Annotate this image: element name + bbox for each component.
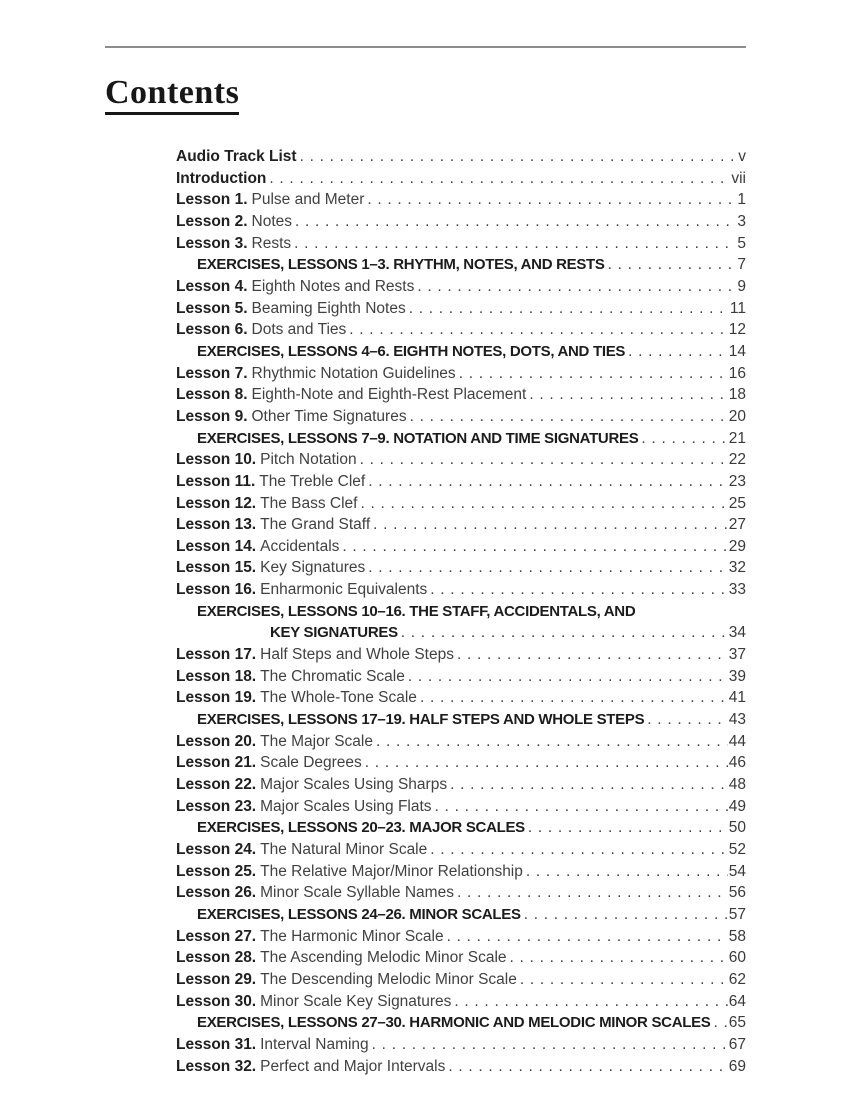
dot-leader — [447, 774, 728, 796]
dot-leader — [292, 211, 736, 233]
dot-leader — [414, 276, 736, 298]
dot-leader — [407, 406, 728, 428]
toc-entry — [105, 861, 746, 883]
toc-entry-label: Lesson 6. — [176, 321, 248, 339]
toc-entry-label: EXERCISES, LESSONS 17–19. HALF STEPS AND WHOLE STEPS — [197, 711, 645, 729]
toc-entry-title: The Treble Clef — [259, 472, 366, 490]
toc-entry — [105, 514, 746, 536]
toc-entry-label: Lesson 23. — [176, 797, 257, 815]
toc-entry-page: 43 — [728, 711, 746, 729]
toc-entry — [105, 601, 746, 623]
toc-entry-page: 37 — [728, 646, 746, 664]
dot-leader — [456, 363, 728, 385]
dot-leader — [638, 428, 727, 450]
toc-entry-page: 58 — [728, 927, 746, 945]
toc-entry-title: Scale Degrees — [260, 754, 362, 772]
toc-entry — [105, 947, 746, 969]
toc-entry-title: Accidentals — [260, 537, 340, 555]
toc-entry-title: Interval Naming — [260, 1035, 369, 1053]
toc-entry — [105, 926, 746, 948]
toc-entry-title: Key Signatures — [260, 559, 366, 577]
toc-entry-title: The Chromatic Scale — [260, 667, 405, 685]
toc-entry-label: EXERCISES, LESSONS 20–23. MAJOR SCALES — [197, 819, 525, 837]
toc-entry-label: Lesson 16. — [176, 581, 257, 599]
toc-entry-page: 69 — [728, 1057, 746, 1075]
toc-entry-page: 3 — [737, 212, 746, 230]
toc-entry-title: Rests — [251, 234, 292, 252]
toc-entry — [105, 319, 746, 341]
dot-leader — [362, 752, 728, 774]
toc-entry — [105, 796, 746, 818]
toc-entry-title: The Whole-Tone Scale — [260, 689, 417, 707]
toc-entry-title: The Bass Clef — [260, 494, 358, 512]
toc-entry-label: Lesson 19. — [176, 689, 257, 707]
toc-entry-title: Eighth-Note and Eighth-Rest Placement — [251, 386, 527, 404]
toc-entry — [105, 146, 746, 168]
dot-leader — [517, 969, 728, 991]
toc-entry-label: Lesson 32. — [176, 1057, 257, 1075]
dot-leader — [427, 579, 727, 601]
dot-leader — [525, 817, 728, 839]
dot-leader — [526, 384, 727, 406]
toc-entry — [105, 622, 746, 644]
dot-leader — [444, 926, 728, 948]
toc-entry — [105, 493, 746, 515]
toc-entry — [105, 211, 746, 233]
toc-entry-page: 34 — [728, 624, 746, 642]
toc-entry-label: Lesson 13. — [176, 516, 257, 534]
toc-entry-label: EXERCISES, LESSONS 1–3. RHYTHM, NOTES, AND RESTS — [197, 256, 605, 274]
toc-entry-label: EXERCISES, LESSONS 10–16. THE STAFF, ACCIDENTALS, AND — [197, 602, 636, 620]
toc-entry-title: The Harmonic Minor Scale — [260, 927, 444, 945]
toc-entry-title: Pulse and Meter — [251, 191, 365, 209]
toc-entry-title: Minor Scale Syllable Names — [260, 884, 454, 902]
page-title — [105, 76, 239, 115]
toc-entry-label: Lesson 22. — [176, 776, 257, 794]
toc-entry-title: Rhythmic Notation Guidelines — [251, 364, 456, 382]
toc-entry-page: 41 — [728, 689, 746, 707]
toc-entry-page: 33 — [728, 581, 746, 599]
toc-entry-title: Perfect and Major Intervals — [260, 1057, 446, 1075]
toc-entry — [105, 882, 746, 904]
toc-entry — [105, 384, 746, 406]
toc-entry-label: Lesson 26. — [176, 884, 257, 902]
toc-entry-label: Lesson 27. — [176, 927, 257, 945]
top-rule — [105, 46, 746, 48]
toc-entry — [105, 341, 746, 363]
toc-entry — [105, 189, 746, 211]
toc-entry-page: 22 — [728, 451, 746, 469]
toc-entry-page: 12 — [728, 321, 746, 339]
toc-entry-page: 20 — [728, 407, 746, 425]
toc-list — [105, 146, 746, 1077]
toc-entry-page: 27 — [728, 516, 746, 534]
toc-entry-title: The Natural Minor Scale — [260, 841, 428, 858]
toc-entry-page: 7 — [737, 256, 746, 274]
toc-entry-title: Notes — [251, 212, 292, 230]
dot-leader — [605, 254, 737, 276]
dot-leader — [266, 168, 730, 190]
toc-entry-title: Dots and Ties — [251, 321, 347, 339]
toc-entry — [105, 731, 746, 753]
toc-entry-page: 65 — [728, 1014, 746, 1032]
toc-entry-label: Lesson 28. — [176, 949, 257, 967]
toc-entry — [105, 1034, 746, 1056]
toc-entry-title: The Ascending Melodic Minor Scale — [260, 949, 507, 967]
toc-entry-page: 64 — [728, 992, 746, 1010]
page-title-text: Contents — [105, 76, 239, 115]
toc-entry-label: Lesson 2. — [176, 212, 248, 230]
toc-entry-page: 25 — [728, 494, 746, 512]
toc-entry — [105, 709, 746, 731]
toc-entry-label: Lesson 18. — [176, 667, 257, 685]
dot-leader — [405, 666, 728, 688]
toc-entry-page: 56 — [728, 884, 746, 902]
dot-leader — [427, 839, 728, 861]
toc-entry-title: Eighth Notes and Rests — [251, 277, 415, 295]
toc-entry-title: Pitch Notation — [260, 451, 357, 469]
toc-entry-label: Lesson 9. — [176, 407, 248, 425]
toc-entry-title: Half Steps and Whole Steps — [260, 646, 454, 664]
toc-entry-title: Beaming Eighth Notes — [251, 299, 406, 317]
dot-leader — [370, 514, 728, 536]
toc-entry — [105, 233, 746, 255]
toc-entry-page: vii — [731, 169, 746, 187]
toc-entry-label: EXERCISES, LESSONS 4–6. EIGHTH NOTES, DOTS, AND TIES — [197, 342, 626, 360]
dot-leader — [406, 298, 729, 320]
dot-leader — [373, 731, 728, 753]
toc-entry-page: 5 — [737, 234, 746, 252]
dot-leader — [357, 493, 727, 515]
toc-entry-label: Lesson 17. — [176, 646, 257, 664]
toc-entry-page: 52 — [728, 841, 746, 858]
dot-leader — [365, 557, 728, 579]
toc-entry-title: Other Time Signatures — [251, 407, 407, 425]
toc-entry-label: Lesson 21. — [176, 754, 257, 772]
dot-leader — [365, 471, 728, 493]
toc-entry — [105, 644, 746, 666]
toc-entry-label: Lesson 8. — [176, 386, 248, 404]
toc-entry-title: The Major Scale — [260, 732, 373, 750]
toc-entry — [105, 298, 746, 320]
toc-entry-page: 57 — [728, 905, 746, 923]
toc-entry-label: Introduction — [176, 169, 267, 187]
toc-entry-label: KEY SIGNATURES — [270, 624, 398, 642]
toc-entry-page: v — [738, 148, 746, 165]
dot-leader — [357, 449, 728, 471]
toc-entry-page: 46 — [728, 754, 746, 772]
dot-leader — [454, 882, 728, 904]
toc-entry-label: Lesson 10. — [176, 451, 257, 469]
toc-entry-page: 14 — [728, 342, 746, 360]
toc-entry-page: 16 — [728, 364, 746, 382]
toc-entry-label: Lesson 1. — [176, 191, 248, 209]
toc-entry-title: Enharmonic Equivalents — [260, 581, 428, 599]
toc-entry — [105, 969, 746, 991]
toc-entry-page: 11 — [729, 299, 746, 317]
toc-entry-label: EXERCISES, LESSONS 7–9. NOTATION AND TIME SIGNATURES — [197, 429, 639, 447]
toc-entry — [105, 1012, 746, 1034]
dot-leader — [417, 687, 728, 709]
toc-entry — [105, 904, 746, 926]
toc-entry-label: Audio Track List — [176, 148, 297, 165]
toc-entry-label: Lesson 20. — [176, 732, 257, 750]
toc-entry — [105, 774, 746, 796]
dot-leader — [346, 319, 727, 341]
toc-entry-label: EXERCISES, LESSONS 27–30. HARMONIC AND MELODIC MINOR SCALES — [197, 1014, 711, 1032]
toc-entry-label: Lesson 12. — [176, 494, 257, 512]
toc-entry-label: Lesson 24. — [176, 841, 257, 858]
dot-leader — [364, 189, 736, 211]
dot-leader — [711, 1012, 728, 1034]
toc-entry-page: 29 — [728, 537, 746, 555]
toc-entry-page: 1 — [737, 191, 746, 209]
toc-entry-title: Major Scales Using Flats — [260, 797, 432, 815]
dot-leader — [445, 1056, 727, 1078]
toc-entry — [105, 752, 746, 774]
dot-leader — [521, 904, 728, 926]
toc-entry-title: Minor Scale Key Signatures — [260, 992, 452, 1010]
dot-leader — [523, 861, 728, 883]
toc-entry-page: 50 — [728, 819, 746, 837]
toc-entry-label: Lesson 31. — [176, 1035, 257, 1053]
toc-entry-page: 23 — [728, 472, 746, 490]
dot-leader — [297, 146, 738, 168]
toc-entry-page: 49 — [728, 797, 746, 815]
toc-entry — [105, 1056, 746, 1078]
toc-entry — [105, 687, 746, 709]
toc-entry-label: Lesson 7. — [176, 364, 248, 382]
dot-leader — [625, 341, 728, 363]
dot-leader — [291, 233, 736, 255]
toc-entry-page: 44 — [728, 732, 746, 750]
toc-entry — [105, 557, 746, 579]
toc-entry-label: Lesson 3. — [176, 234, 248, 252]
toc-entry-page: 48 — [728, 776, 746, 794]
toc-entry-page: 21 — [728, 429, 746, 447]
dot-leader — [454, 644, 728, 666]
toc-entry-page: 67 — [728, 1035, 746, 1053]
toc-entry — [105, 254, 746, 276]
toc-entry-page: 39 — [728, 667, 746, 685]
toc-entry — [105, 817, 746, 839]
toc-entry — [105, 406, 746, 428]
dot-leader — [398, 622, 728, 644]
toc-entry-label: Lesson 11. — [176, 472, 256, 490]
toc-entry — [105, 363, 746, 385]
toc-entry-label: Lesson 5. — [176, 299, 248, 317]
toc-entry-page: 54 — [728, 862, 746, 880]
toc-entry — [105, 991, 746, 1013]
dot-leader — [451, 991, 727, 1013]
toc-entry-title: The Descending Melodic Minor Scale — [260, 970, 517, 988]
toc-entry-page: 9 — [737, 277, 746, 295]
toc-entry-title: The Grand Staff — [260, 516, 371, 534]
toc-entry-page: 60 — [728, 949, 746, 967]
toc-entry-page: 18 — [728, 386, 746, 404]
toc-entry-title: Major Scales Using Sharps — [260, 776, 448, 794]
dot-leader — [644, 709, 727, 731]
toc-entry-page: 32 — [728, 559, 746, 577]
toc-entry-title: The Relative Major/Minor Relationship — [260, 862, 523, 880]
toc-entry — [105, 168, 746, 190]
toc-entry — [105, 471, 746, 493]
toc-entry — [105, 449, 746, 471]
dot-leader — [369, 1034, 728, 1056]
dot-leader — [339, 536, 727, 558]
toc-entry — [105, 536, 746, 558]
toc-entry-label: Lesson 29. — [176, 970, 257, 988]
toc-entry — [105, 428, 746, 450]
toc-entry-label: Lesson 15. — [176, 559, 257, 577]
dot-leader — [432, 796, 728, 818]
toc-entry-label: Lesson 14. — [176, 537, 257, 555]
toc-entry — [105, 579, 746, 601]
toc-entry-page: 62 — [728, 970, 746, 988]
toc-entry — [105, 839, 746, 861]
toc-entry-label: Lesson 30. — [176, 992, 257, 1010]
toc-entry-label: EXERCISES, LESSONS 24–26. MINOR SCALES — [197, 905, 521, 923]
toc-entry — [105, 666, 746, 688]
toc-entry — [105, 276, 746, 298]
toc-entry-label: Lesson 25. — [176, 862, 257, 880]
toc-entry-label: Lesson 4. — [176, 277, 248, 295]
dot-leader — [507, 947, 728, 969]
